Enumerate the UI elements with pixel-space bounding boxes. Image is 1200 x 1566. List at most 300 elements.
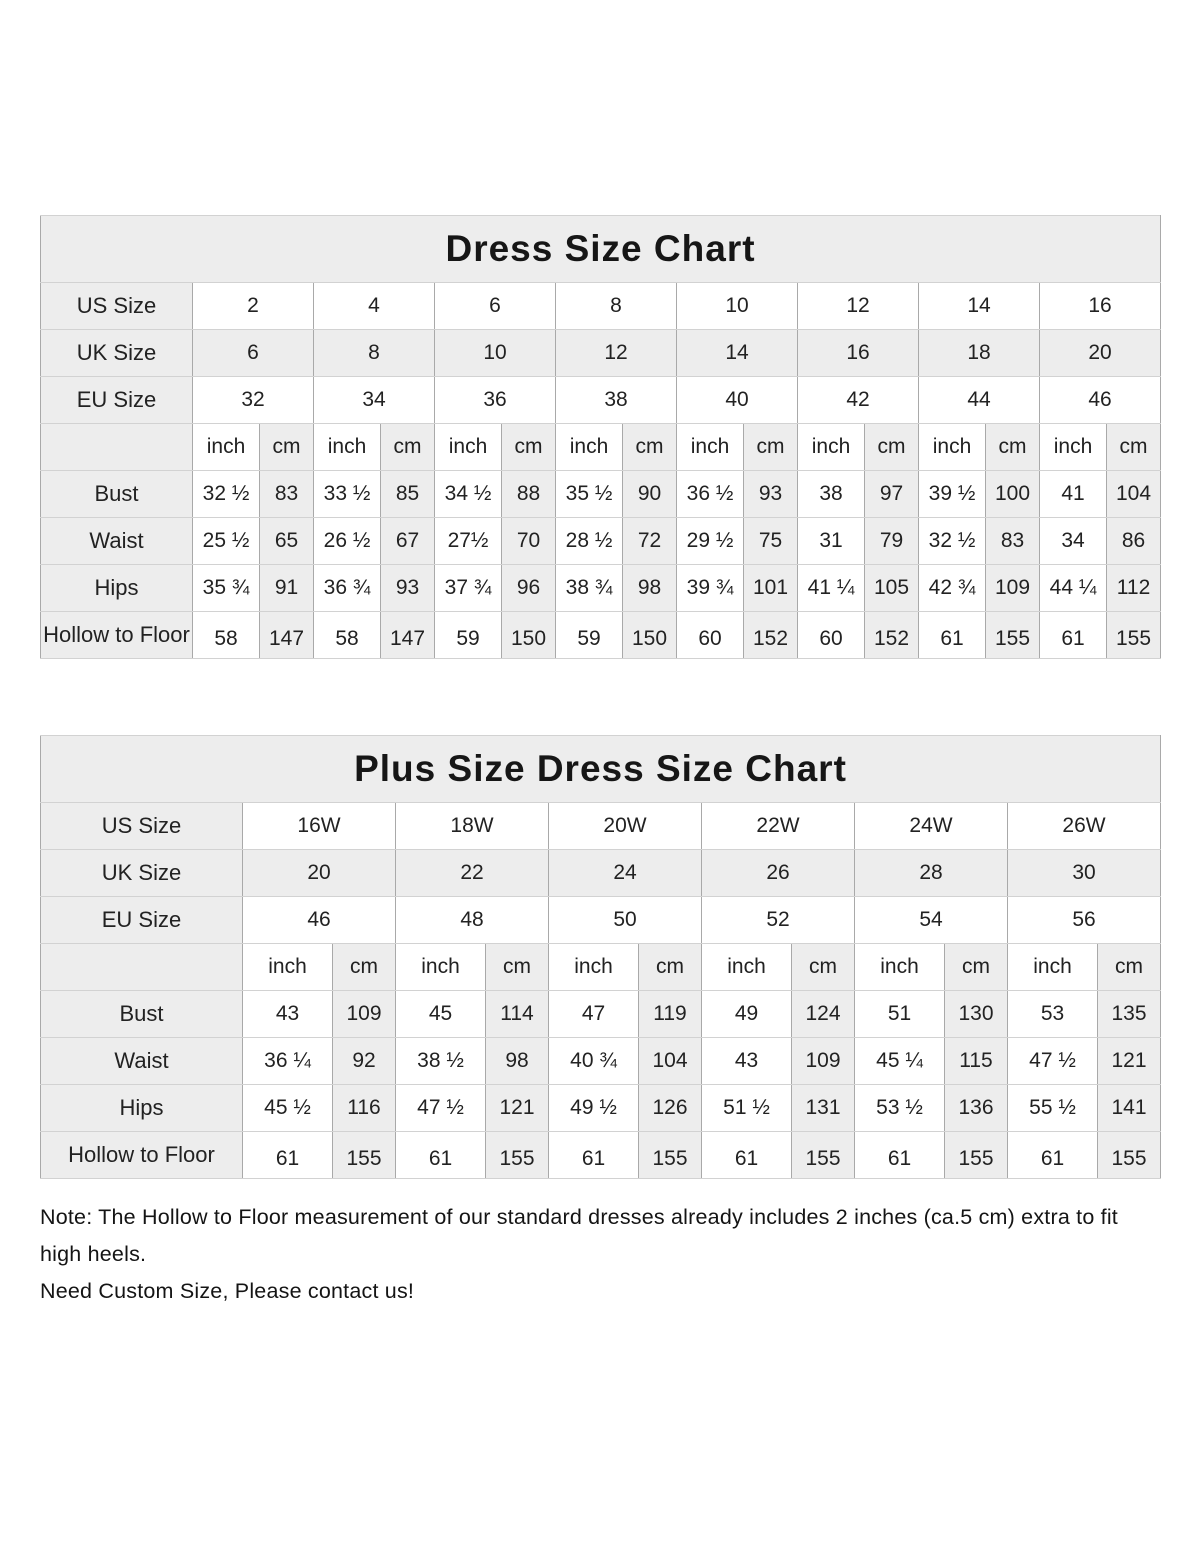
unit-corner-cell (41, 424, 193, 471)
inch-value: 61 (428, 1147, 453, 1170)
note-custom-size: Need Custom Size, Please contact us! (40, 1279, 415, 1303)
table-title: Plus Size Dress Size Chart (41, 736, 1161, 803)
inch-value: 49 (734, 1002, 759, 1025)
cm-value: 96 (516, 576, 541, 599)
measure-value-cell (792, 991, 855, 1038)
measure-value-cell (556, 565, 623, 612)
measure-value-cell (486, 991, 549, 1038)
measure-value-cell (623, 565, 677, 612)
cm-value: 83 (274, 482, 299, 505)
size-value-cell: 44 (919, 377, 1040, 424)
measure-value-cell (556, 612, 623, 659)
measure-value-cell (193, 612, 260, 659)
inch-value: 25 ½ (202, 529, 250, 552)
measure-row (41, 471, 1161, 518)
measure-value-cell (639, 1038, 702, 1085)
measure-value-cell (333, 1132, 396, 1179)
unit-header-cell: inch (556, 424, 623, 471)
measure-value-cell (260, 612, 314, 659)
unit-header-cell: cm (381, 424, 435, 471)
row-label: Hips (41, 565, 193, 612)
inch-value: 45 (428, 1002, 453, 1025)
inch-value: 49 ½ (570, 1096, 617, 1119)
unit-header-cell: inch (396, 944, 486, 991)
inch-value: 41 ¼ (807, 576, 855, 599)
row-label: Waist (41, 518, 193, 565)
inch-value: 31 (819, 529, 843, 552)
measure-value-cell (623, 471, 677, 518)
measure-value-cell (1107, 518, 1161, 565)
size-value-cell: 36 (435, 377, 556, 424)
inch-value: 39 ½ (928, 482, 976, 505)
measure-value-cell (549, 1085, 639, 1132)
unit-header-cell: cm (639, 944, 702, 991)
row-label: US Size (41, 803, 243, 850)
cm-value: 112 (1116, 576, 1151, 599)
inch-value: 59 (456, 627, 480, 650)
size-value-cell: 10 (435, 330, 556, 377)
measure-value-cell (639, 991, 702, 1038)
inch-value: 27½ (447, 529, 489, 552)
cm-value: 152 (873, 627, 910, 650)
unit-header-cell: inch (549, 944, 639, 991)
measure-value-cell (919, 518, 986, 565)
row-label: Bust (41, 471, 193, 518)
unit-header-cell: inch (919, 424, 986, 471)
measure-value-cell (314, 471, 381, 518)
unit-header-cell: cm (486, 944, 549, 991)
size-value-cell: 50 (549, 897, 702, 944)
charts-wrap (40, 215, 1160, 1310)
size-row (41, 850, 1161, 897)
note-hollow-to-floor: Note: The Hollow to Floor measurement of our standard dresses already includes 2 inches (ca.5 cm) extra to fit high heels. (40, 1205, 1125, 1266)
measure-value-cell (623, 612, 677, 659)
size-value-cell: 20 (243, 850, 396, 897)
measure-value-cell (744, 471, 798, 518)
measure-value-cell (677, 612, 744, 659)
measure-value-cell (639, 1132, 702, 1179)
size-value-cell: 2 (193, 283, 314, 330)
cm-value: 86 (1121, 529, 1146, 552)
measure-value-cell (502, 518, 556, 565)
inch-value: 43 (734, 1049, 759, 1072)
cm-value: 121 (499, 1096, 535, 1119)
size-value-cell: 12 (798, 283, 919, 330)
inch-value: 53 ½ (876, 1096, 923, 1119)
measure-value-cell (502, 565, 556, 612)
unit-header-cell: cm (744, 424, 798, 471)
measure-value-cell (1107, 612, 1161, 659)
measure-row (41, 612, 1161, 659)
inch-value: 53 (1040, 1002, 1065, 1025)
cm-value: 155 (1111, 1147, 1147, 1170)
measure-value-cell (1008, 991, 1098, 1038)
measure-value-cell (1008, 1132, 1098, 1179)
size-row (41, 803, 1161, 850)
measure-value-cell (1008, 1085, 1098, 1132)
row-label: Waist (41, 1038, 243, 1085)
cm-value: 155 (994, 627, 1031, 650)
measure-value-cell (677, 518, 744, 565)
inch-value: 47 ½ (1029, 1049, 1076, 1072)
measure-value-cell (381, 471, 435, 518)
cm-value: 150 (631, 627, 668, 650)
measure-value-cell (798, 565, 865, 612)
measure-value-cell (435, 518, 502, 565)
size-value-cell: 22 (396, 850, 549, 897)
inch-value: 61 (275, 1147, 300, 1170)
measure-value-cell (702, 1132, 792, 1179)
size-value-cell: 46 (1040, 377, 1161, 424)
inch-value: 32 ½ (928, 529, 976, 552)
measure-value-cell (1098, 1038, 1161, 1085)
measure-value-cell (919, 612, 986, 659)
cm-value: 72 (637, 529, 662, 552)
inch-value: 32 ½ (202, 482, 250, 505)
unit-header-cell: inch (677, 424, 744, 471)
cm-value: 152 (752, 627, 789, 650)
inch-value: 29 ½ (686, 529, 734, 552)
unit-header-cell: inch (798, 424, 865, 471)
size-value-cell: 14 (677, 330, 798, 377)
size-value-cell: 54 (855, 897, 1008, 944)
measure-value-cell (623, 518, 677, 565)
measure-value-cell (396, 1132, 486, 1179)
cm-value: 65 (274, 529, 299, 552)
measure-value-cell (865, 612, 919, 659)
cm-value: 97 (879, 482, 904, 505)
size-value-cell: 20W (549, 803, 702, 850)
inch-value: 60 (698, 627, 722, 650)
inch-value: 36 ¼ (264, 1049, 311, 1072)
measure-value-cell (798, 612, 865, 659)
inch-value: 41 (1061, 482, 1085, 505)
measure-value-cell (396, 1085, 486, 1132)
measure-value-cell (381, 518, 435, 565)
row-label: UK Size (41, 850, 243, 897)
size-value-cell: 18W (396, 803, 549, 850)
size-value-cell: 52 (702, 897, 855, 944)
measure-value-cell (381, 565, 435, 612)
size-value-cell: 22W (702, 803, 855, 850)
measure-value-cell (333, 1085, 396, 1132)
cm-value: 100 (994, 482, 1031, 505)
unit-row (41, 424, 1161, 471)
size-value-cell: 14 (919, 283, 1040, 330)
inch-value: 36 ¾ (323, 576, 371, 599)
inch-value: 59 (577, 627, 601, 650)
measure-value-cell (855, 1038, 945, 1085)
inch-value: 34 ½ (444, 482, 492, 505)
size-value-cell: 40 (677, 377, 798, 424)
measure-value-cell (744, 518, 798, 565)
measure-value-cell (396, 991, 486, 1038)
size-value-cell: 48 (396, 897, 549, 944)
cm-value: 116 (347, 1096, 381, 1119)
size-row (41, 330, 1161, 377)
cm-value: 135 (1111, 1002, 1147, 1025)
measure-value-cell (435, 471, 502, 518)
size-value-cell: 4 (314, 283, 435, 330)
cm-value: 83 (1000, 529, 1025, 552)
cm-value: 70 (516, 529, 541, 552)
measure-value-cell (865, 518, 919, 565)
cm-value: 155 (958, 1147, 994, 1170)
size-value-cell: 16W (243, 803, 396, 850)
cm-value: 109 (994, 576, 1031, 599)
cm-value: 124 (805, 1002, 841, 1025)
measure-value-cell (945, 1132, 1008, 1179)
cm-value: 141 (1111, 1096, 1147, 1119)
measure-value-cell (381, 612, 435, 659)
measure-value-cell (1040, 518, 1107, 565)
size-value-cell: 6 (193, 330, 314, 377)
cm-value: 130 (958, 1002, 994, 1025)
measure-value-cell (314, 612, 381, 659)
size-value-cell: 24W (855, 803, 1008, 850)
measure-value-cell (792, 1132, 855, 1179)
inch-value: 45 ¼ (876, 1049, 923, 1072)
measure-value-cell (1040, 471, 1107, 518)
measure-value-cell (243, 1038, 333, 1085)
measure-value-cell (556, 518, 623, 565)
size-row (41, 377, 1161, 424)
measure-value-cell (549, 1132, 639, 1179)
size-value-cell: 8 (556, 283, 677, 330)
cm-value: 147 (268, 627, 305, 650)
row-label: US Size (41, 283, 193, 330)
size-value-cell: 34 (314, 377, 435, 424)
measure-value-cell (702, 1038, 792, 1085)
size-row (41, 283, 1161, 330)
unit-header-cell: inch (702, 944, 792, 991)
measure-value-cell (243, 991, 333, 1038)
unit-header-cell: cm (260, 424, 314, 471)
measure-row (41, 565, 1161, 612)
measure-value-cell (1098, 991, 1161, 1038)
measure-value-cell (677, 471, 744, 518)
cm-value: 98 (637, 576, 662, 599)
inch-value: 34 (1061, 529, 1085, 552)
measure-value-cell (919, 471, 986, 518)
inch-value: 38 (819, 482, 843, 505)
cm-value: 126 (652, 1096, 688, 1119)
measure-value-cell (986, 518, 1040, 565)
measure-value-cell (243, 1085, 333, 1132)
measure-row (41, 991, 1161, 1038)
measure-value-cell (744, 565, 798, 612)
inch-value: 35 ¾ (202, 576, 250, 599)
unit-header-cell: cm (1107, 424, 1161, 471)
cm-value: 150 (510, 627, 547, 650)
measure-value-cell (333, 991, 396, 1038)
measure-value-cell (260, 471, 314, 518)
measure-value-cell (702, 991, 792, 1038)
measure-value-cell (744, 612, 798, 659)
inch-value: 43 (275, 1002, 300, 1025)
cm-value: 155 (499, 1147, 535, 1170)
inch-value: 37 ¾ (444, 576, 492, 599)
inch-value: 38 ½ (417, 1049, 464, 1072)
cm-value: 109 (346, 1002, 382, 1025)
measure-value-cell (314, 565, 381, 612)
cm-value: 104 (652, 1049, 688, 1072)
measure-value-cell (486, 1038, 549, 1085)
measure-value-cell (549, 1038, 639, 1085)
inch-value: 61 (940, 627, 964, 650)
measure-value-cell (865, 565, 919, 612)
inch-value: 61 (1061, 627, 1085, 650)
unit-header-cell: cm (986, 424, 1040, 471)
measure-value-cell (986, 471, 1040, 518)
inch-value: 58 (214, 627, 238, 650)
measure-value-cell (1098, 1085, 1161, 1132)
cm-value: 98 (505, 1049, 529, 1072)
size-value-cell: 28 (855, 850, 1008, 897)
cm-value: 115 (959, 1049, 993, 1072)
dress-size-chart-table (40, 215, 1161, 659)
measure-value-cell (435, 565, 502, 612)
inch-value: 33 ½ (323, 482, 371, 505)
measure-value-cell (193, 518, 260, 565)
inch-value: 47 ½ (417, 1096, 464, 1119)
measure-value-cell (986, 612, 1040, 659)
inch-value: 61 (1040, 1147, 1065, 1170)
size-value-cell: 32 (193, 377, 314, 424)
unit-header-cell: cm (1098, 944, 1161, 991)
cm-value: 155 (346, 1147, 382, 1170)
size-chart-notes (40, 1199, 1160, 1310)
measure-value-cell (945, 1085, 1008, 1132)
cm-value: 121 (1111, 1049, 1147, 1072)
measure-value-cell (1107, 471, 1161, 518)
measure-row (41, 1132, 1161, 1179)
cm-value: 93 (395, 576, 420, 599)
cm-value: 91 (274, 576, 299, 599)
measure-value-cell (556, 471, 623, 518)
size-value-cell: 38 (556, 377, 677, 424)
size-value-cell: 18 (919, 330, 1040, 377)
inch-value: 38 ¾ (565, 576, 613, 599)
measure-row (41, 1085, 1161, 1132)
cm-value: 109 (805, 1049, 841, 1072)
cm-value: 75 (758, 529, 783, 552)
measure-value-cell (855, 1132, 945, 1179)
measure-value-cell (919, 565, 986, 612)
size-value-cell: 20 (1040, 330, 1161, 377)
inch-value: 35 ½ (565, 482, 613, 505)
cm-value: 114 (500, 1002, 534, 1025)
cm-value: 93 (758, 482, 783, 505)
row-label: EU Size (41, 897, 243, 944)
size-value-cell: 10 (677, 283, 798, 330)
measure-value-cell (945, 1038, 1008, 1085)
unit-header-cell: cm (502, 424, 556, 471)
row-label: UK Size (41, 330, 193, 377)
unit-header-cell: inch (243, 944, 333, 991)
inch-value: 28 ½ (565, 529, 613, 552)
measure-value-cell (792, 1085, 855, 1132)
unit-header-cell: inch (193, 424, 260, 471)
inch-value: 51 (887, 1002, 912, 1025)
inch-value: 44 ¼ (1049, 576, 1097, 599)
unit-corner-cell (41, 944, 243, 991)
inch-value: 61 (734, 1147, 759, 1170)
cm-value: 88 (516, 482, 541, 505)
measure-value-cell (435, 612, 502, 659)
measure-value-cell (243, 1132, 333, 1179)
inch-value: 51 ½ (723, 1096, 770, 1119)
cm-value: 155 (652, 1147, 688, 1170)
unit-header-cell: cm (945, 944, 1008, 991)
size-value-cell: 16 (798, 330, 919, 377)
measure-value-cell (1040, 612, 1107, 659)
measure-value-cell (396, 1038, 486, 1085)
row-label: Bust (41, 991, 243, 1038)
measure-value-cell (549, 991, 639, 1038)
measure-value-cell (945, 991, 1008, 1038)
measure-value-cell (333, 1038, 396, 1085)
measure-value-cell (260, 518, 314, 565)
measure-value-cell (193, 471, 260, 518)
size-value-cell: 12 (556, 330, 677, 377)
cm-value: 119 (653, 1002, 687, 1025)
measure-value-cell (1040, 565, 1107, 612)
unit-header-cell: cm (333, 944, 396, 991)
cm-value: 136 (958, 1096, 994, 1119)
size-value-cell: 56 (1008, 897, 1161, 944)
inch-value: 26 ½ (323, 529, 371, 552)
cm-value: 79 (879, 529, 904, 552)
cm-value: 101 (752, 576, 789, 599)
unit-header-cell: cm (865, 424, 919, 471)
inch-value: 45 ½ (264, 1096, 311, 1119)
inch-value: 61 (581, 1147, 606, 1170)
cm-value: 104 (1115, 482, 1152, 505)
unit-row (41, 944, 1161, 991)
cm-value: 131 (805, 1096, 841, 1119)
unit-header-cell: inch (435, 424, 502, 471)
size-value-cell: 26 (702, 850, 855, 897)
measure-value-cell (702, 1085, 792, 1132)
measure-value-cell (865, 471, 919, 518)
inch-value: 39 ¾ (686, 576, 734, 599)
measure-value-cell (486, 1085, 549, 1132)
table-title: Dress Size Chart (41, 216, 1161, 283)
size-value-cell: 46 (243, 897, 396, 944)
measure-value-cell (502, 471, 556, 518)
size-row (41, 897, 1161, 944)
inch-value: 55 ½ (1029, 1096, 1076, 1119)
row-label: Hollow to Floor (41, 612, 193, 659)
cm-value: 105 (873, 576, 910, 599)
measure-row (41, 1038, 1161, 1085)
size-value-cell: 26W (1008, 803, 1161, 850)
unit-header-cell: cm (792, 944, 855, 991)
measure-value-cell (855, 1085, 945, 1132)
inch-value: 42 ¾ (928, 576, 976, 599)
unit-header-cell: inch (314, 424, 381, 471)
row-label: Hips (41, 1085, 243, 1132)
size-value-cell: 30 (1008, 850, 1161, 897)
measure-value-cell (193, 565, 260, 612)
measure-value-cell (677, 565, 744, 612)
size-value-cell: 16 (1040, 283, 1161, 330)
row-label: EU Size (41, 377, 193, 424)
size-value-cell: 8 (314, 330, 435, 377)
inch-value: 61 (887, 1147, 912, 1170)
inch-value: 58 (335, 627, 359, 650)
